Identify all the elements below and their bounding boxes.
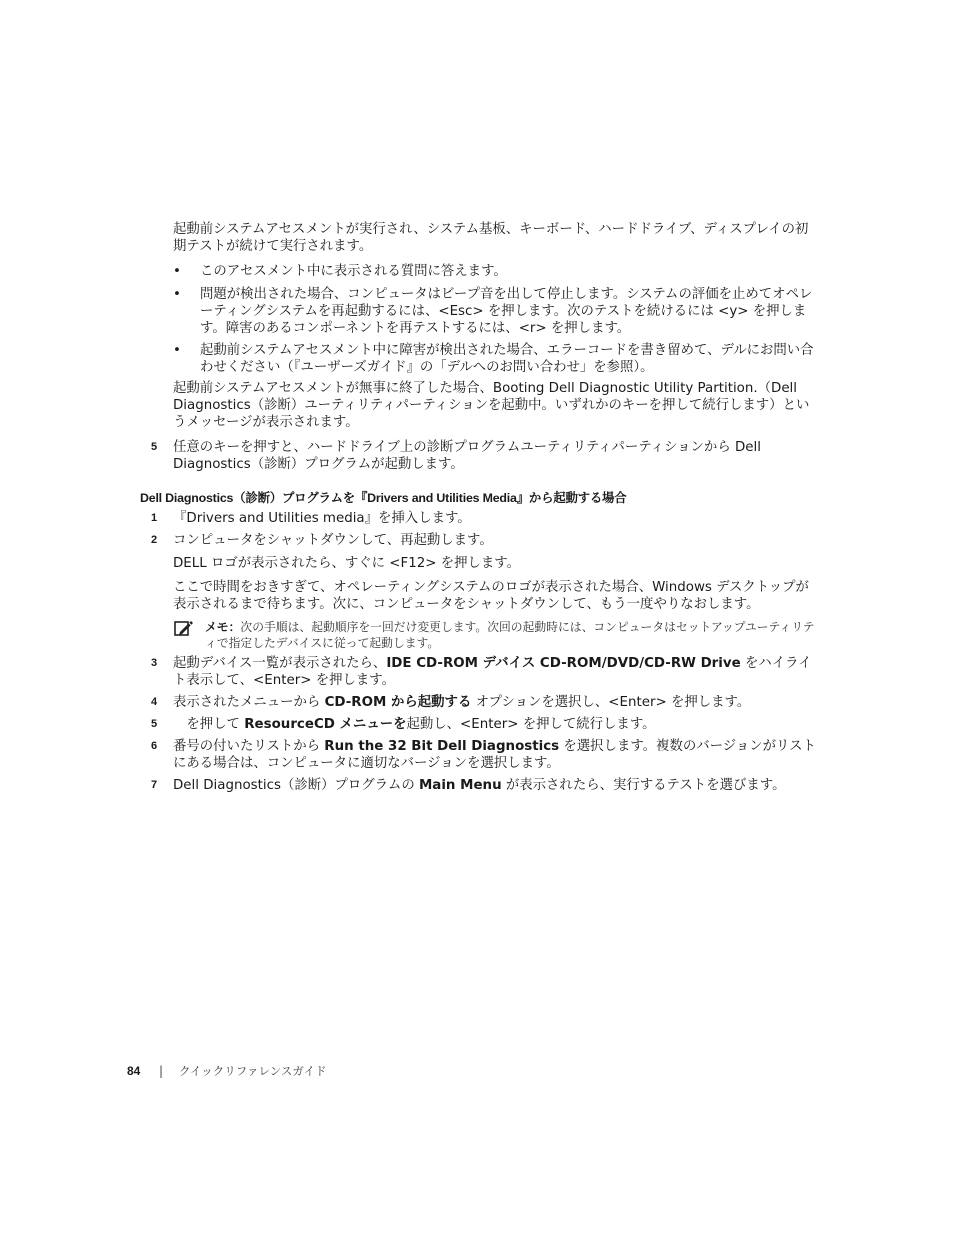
bullet-item-2: 問題が検出された場合、コンピュータはビープ音を出して停止します。システムの評価を止めてオペレーティングシステムを再起動するには、<Esc> を押します。次のテストを続けるには <y> を押します。障害のあるコンポーネントを再テストするには、<r> を押します。: [200, 287, 813, 336]
note-label: メモ：: [205, 620, 241, 634]
bullet-marker: •: [173, 343, 181, 358]
step-6-pre: 番号の付いたリストから: [173, 739, 325, 754]
bullet-marker: •: [173, 264, 181, 279]
bullet-item-1: このアセスメント中に表示される質問に答えます。: [200, 264, 507, 279]
step-5b-bold: ResourceCD メニューを: [244, 717, 407, 732]
footer-separator: |: [159, 1064, 164, 1078]
intro-paragraph: 起動前システムアセスメントが実行され、システム基板、キーボード、ハードドライブ、ディスプレイの初期テストが続けて実行されます。: [173, 222, 809, 254]
step-5b-post: 起動し、<Enter> を押して続行します。: [406, 717, 656, 732]
bullet-marker: •: [173, 287, 181, 302]
step-4-post: オプションを選択し、<Enter> を押します。: [471, 695, 751, 710]
note-text: 次の手順は、起動順序を一回だけ変更します。次回の起動時には、コンピュータはセットアップユーティリティで指定したデバイスに従って起動します。: [205, 620, 815, 650]
note-block: [205, 619, 815, 651]
step-number: 5: [151, 718, 158, 730]
step-5b-pre: を押して: [173, 717, 245, 732]
step-3-text: [173, 655, 818, 689]
page-number: 84: [127, 1064, 141, 1078]
step-3-post: をハイライト表示して、<Enter> を押します。: [173, 656, 812, 688]
step-3-bold: IDE CD-ROM デバイス CD-ROM/DVD/CD-RW Drive: [386, 656, 741, 671]
step-4-pre: 表示されたメニューから: [173, 695, 325, 710]
step-2-retry: ここで時間をおきすぎて、オペレーティングシステムのロゴが表示された場合、Windows デスクトップが表示されるまで待ちます。次に、コンピュータをシャットダウンして、もう一度やりなおします。: [173, 580, 809, 612]
step-4-text: [173, 694, 818, 711]
step-1-text: 『Drivers and Utilities media』を挿入します。: [173, 511, 471, 526]
step-2-detail: DELL ロゴが表示されたら、すぐに <F12> を押します。: [173, 556, 520, 571]
step-number: 6: [151, 740, 158, 752]
step-number: 1: [151, 512, 158, 524]
step-6-bold: Run the 32 Bit Dell Diagnostics: [324, 739, 560, 754]
step-6-post: を選択します。複数のバージョンがリストにある場合は、コンピュータに適切なバージョンを選択します。: [173, 739, 816, 771]
step-number: 2: [151, 534, 158, 546]
step-5-text: 任意のキーを押すと、ハードドライブ上の診断プログラムユーティリティパーティションから Dell Diagnostics（診断）プログラムが起動します。: [173, 440, 761, 472]
step-7-pre: Dell Diagnostics（診断）プログラムの: [173, 778, 419, 793]
step-4-bold: CD-ROM から起動する: [324, 695, 472, 710]
step-number: 4: [151, 696, 158, 708]
step-7-post: が表示されたら、実行するテストを選びます。: [501, 778, 786, 793]
bullet-item-3: 起動前システムアセスメント中に障害が検出された場合、エラーコードを書き留めて、デルにお問い合わせください（『ユーザーズガイド』の「デルへのお問い合わせ」を参照）。: [200, 343, 814, 375]
step-number: 3: [151, 657, 158, 669]
step-5b-text: [173, 716, 818, 733]
section-heading: Dell Diagnostics（診断）プログラムを『Drivers and Utilities Media』から起動する場合: [140, 491, 627, 505]
footer-title: クイックリファレンスガイド: [179, 1064, 327, 1078]
step-7-text: [173, 777, 818, 794]
step-2-text: コンピュータをシャットダウンして、再起動します。: [173, 533, 493, 548]
step-7-bold: Main Menu: [418, 778, 502, 793]
step-3-pre: 起動デバイス一覧が表示されたら、: [173, 656, 387, 671]
success-paragraph: 起動前システムアセスメントが無事に終了した場合、Booting Dell Diagnostic Utility Partition.（Dell Diagnostics（診断）ユーティリティパーティションを起動中。いずれかのキーを押して続行します）というメッセージが表示されます。: [173, 381, 810, 430]
step-6-text: [173, 738, 818, 772]
step-number: 7: [151, 779, 158, 791]
step-number: 5: [151, 441, 158, 453]
note-pencil-icon: [174, 619, 194, 639]
